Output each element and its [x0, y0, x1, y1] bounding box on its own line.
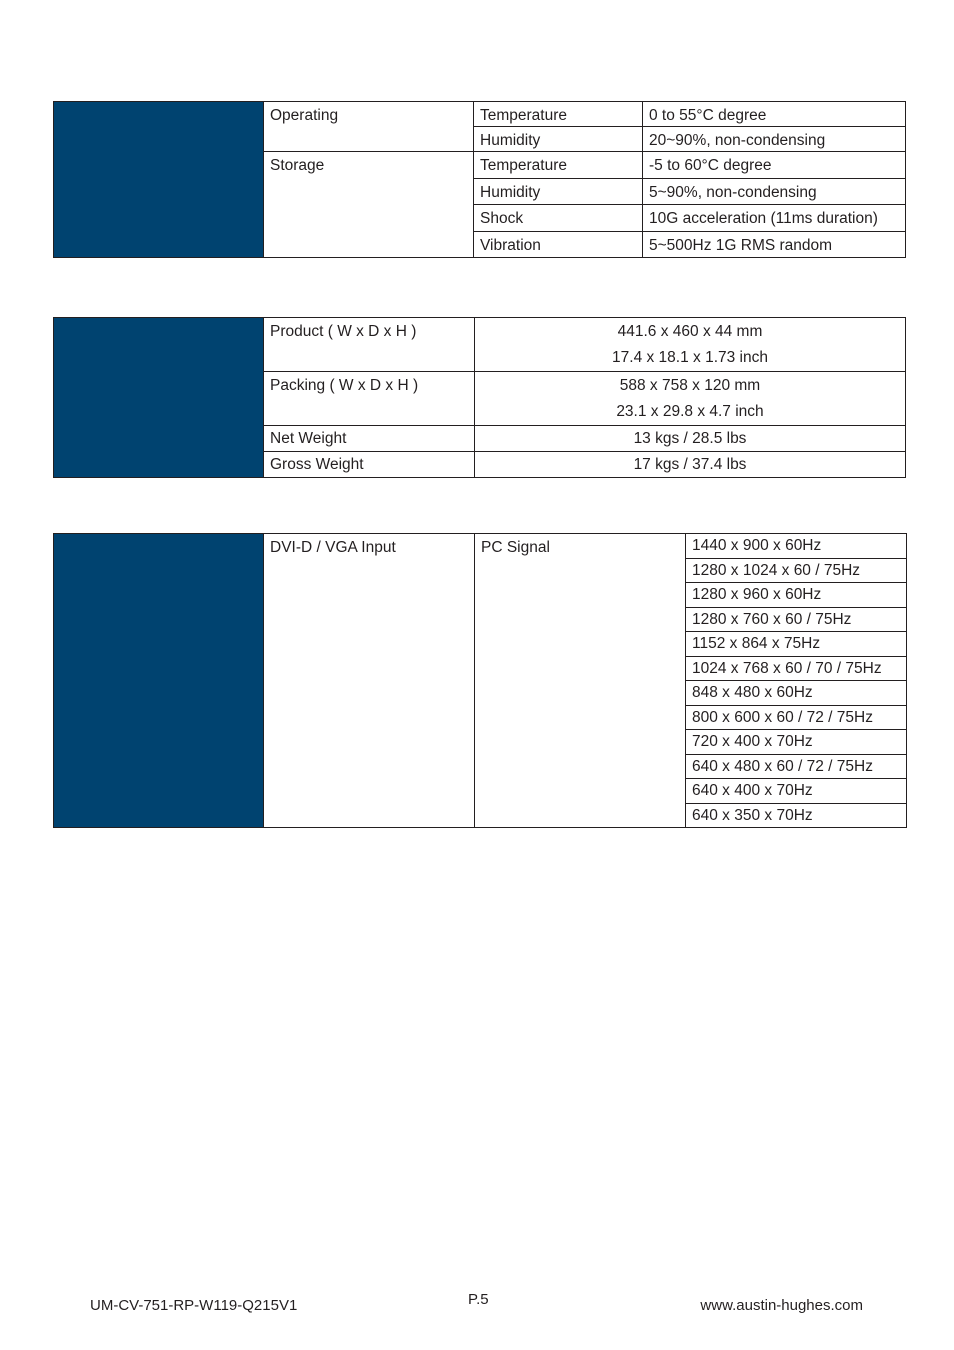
group-label-operating: Operating — [264, 102, 474, 152]
timing-mode: 640 x 400 x 70Hz — [686, 779, 907, 804]
value-cell: 0 to 55°C degree — [643, 102, 906, 127]
timing-mode: 1024 x 768 x 60 / 70 / 75Hz — [686, 657, 907, 681]
value-cell: 20~90%, non-condensing — [643, 127, 906, 152]
signal-type-label: PC Signal — [475, 534, 686, 828]
footer-website: www.austin-hughes.com — [700, 1297, 863, 1314]
packing-dimension-label: Packing ( W x D x H ) — [264, 372, 475, 426]
param-cell: Shock — [474, 205, 643, 232]
section-header-block — [54, 534, 264, 828]
timing-mode: 800 x 600 x 60 / 72 / 75Hz — [686, 706, 907, 730]
param-cell: Temperature — [474, 152, 643, 179]
product-dimension-mm: 441.6 x 460 x 44 mm — [617, 322, 763, 340]
input-type-label: DVI-D / VGA Input — [264, 534, 475, 828]
timing-mode: 1280 x 960 x 60Hz — [686, 583, 907, 608]
packing-dimension-inch: 23.1 x 29.8 x 4.7 inch — [616, 402, 764, 420]
timing-mode: 1152 x 864 x 75Hz — [686, 632, 907, 657]
footer-page-number: P.5 — [468, 1291, 489, 1308]
timing-mode: 720 x 400 x 70Hz — [686, 730, 907, 755]
timing-mode: 1280 x 1024 x 60 / 75Hz — [686, 559, 907, 583]
value-cell: 5~500Hz 1G RMS random — [643, 232, 906, 258]
dimensions-table — [53, 317, 906, 478]
timing-mode: 848 x 480 x 60Hz — [686, 681, 907, 706]
timing-mode: 1440 x 900 x 60Hz — [686, 534, 907, 559]
product-dimension-value — [475, 318, 906, 372]
value-cell: -5 to 60°C degree — [643, 152, 906, 179]
packing-dimension-value — [475, 372, 906, 426]
param-cell: Temperature — [474, 102, 643, 127]
param-cell: Humidity — [474, 179, 643, 205]
environment-table — [53, 101, 906, 258]
param-cell: Vibration — [474, 232, 643, 258]
gross-weight-label: Gross Weight — [264, 452, 475, 478]
gross-weight-value: 17 kgs / 37.4 lbs — [475, 452, 906, 478]
net-weight-label: Net Weight — [264, 426, 475, 452]
group-label-storage: Storage — [264, 152, 474, 258]
timing-mode: 640 x 350 x 70Hz — [686, 804, 907, 828]
param-cell: Humidity — [474, 127, 643, 152]
timing-table — [53, 533, 907, 828]
packing-dimension-mm: 588 x 758 x 120 mm — [619, 376, 761, 394]
product-dimension-label: Product ( W x D x H ) — [264, 318, 475, 372]
product-dimension-inch: 17.4 x 18.1 x 1.73 inch — [612, 348, 768, 366]
timing-mode: 1280 x 760 x 60 / 75Hz — [686, 608, 907, 632]
section-header-block — [54, 102, 264, 258]
net-weight-value: 13 kgs / 28.5 lbs — [475, 426, 906, 452]
section-header-block — [54, 318, 264, 478]
timing-mode: 640 x 480 x 60 / 72 / 75Hz — [686, 755, 907, 779]
value-cell: 10G acceleration (11ms duration) — [643, 205, 906, 232]
footer-doc-code: UM-CV-751-RP-W119-Q215V1 — [90, 1297, 298, 1314]
value-cell: 5~90%, non-condensing — [643, 179, 906, 205]
